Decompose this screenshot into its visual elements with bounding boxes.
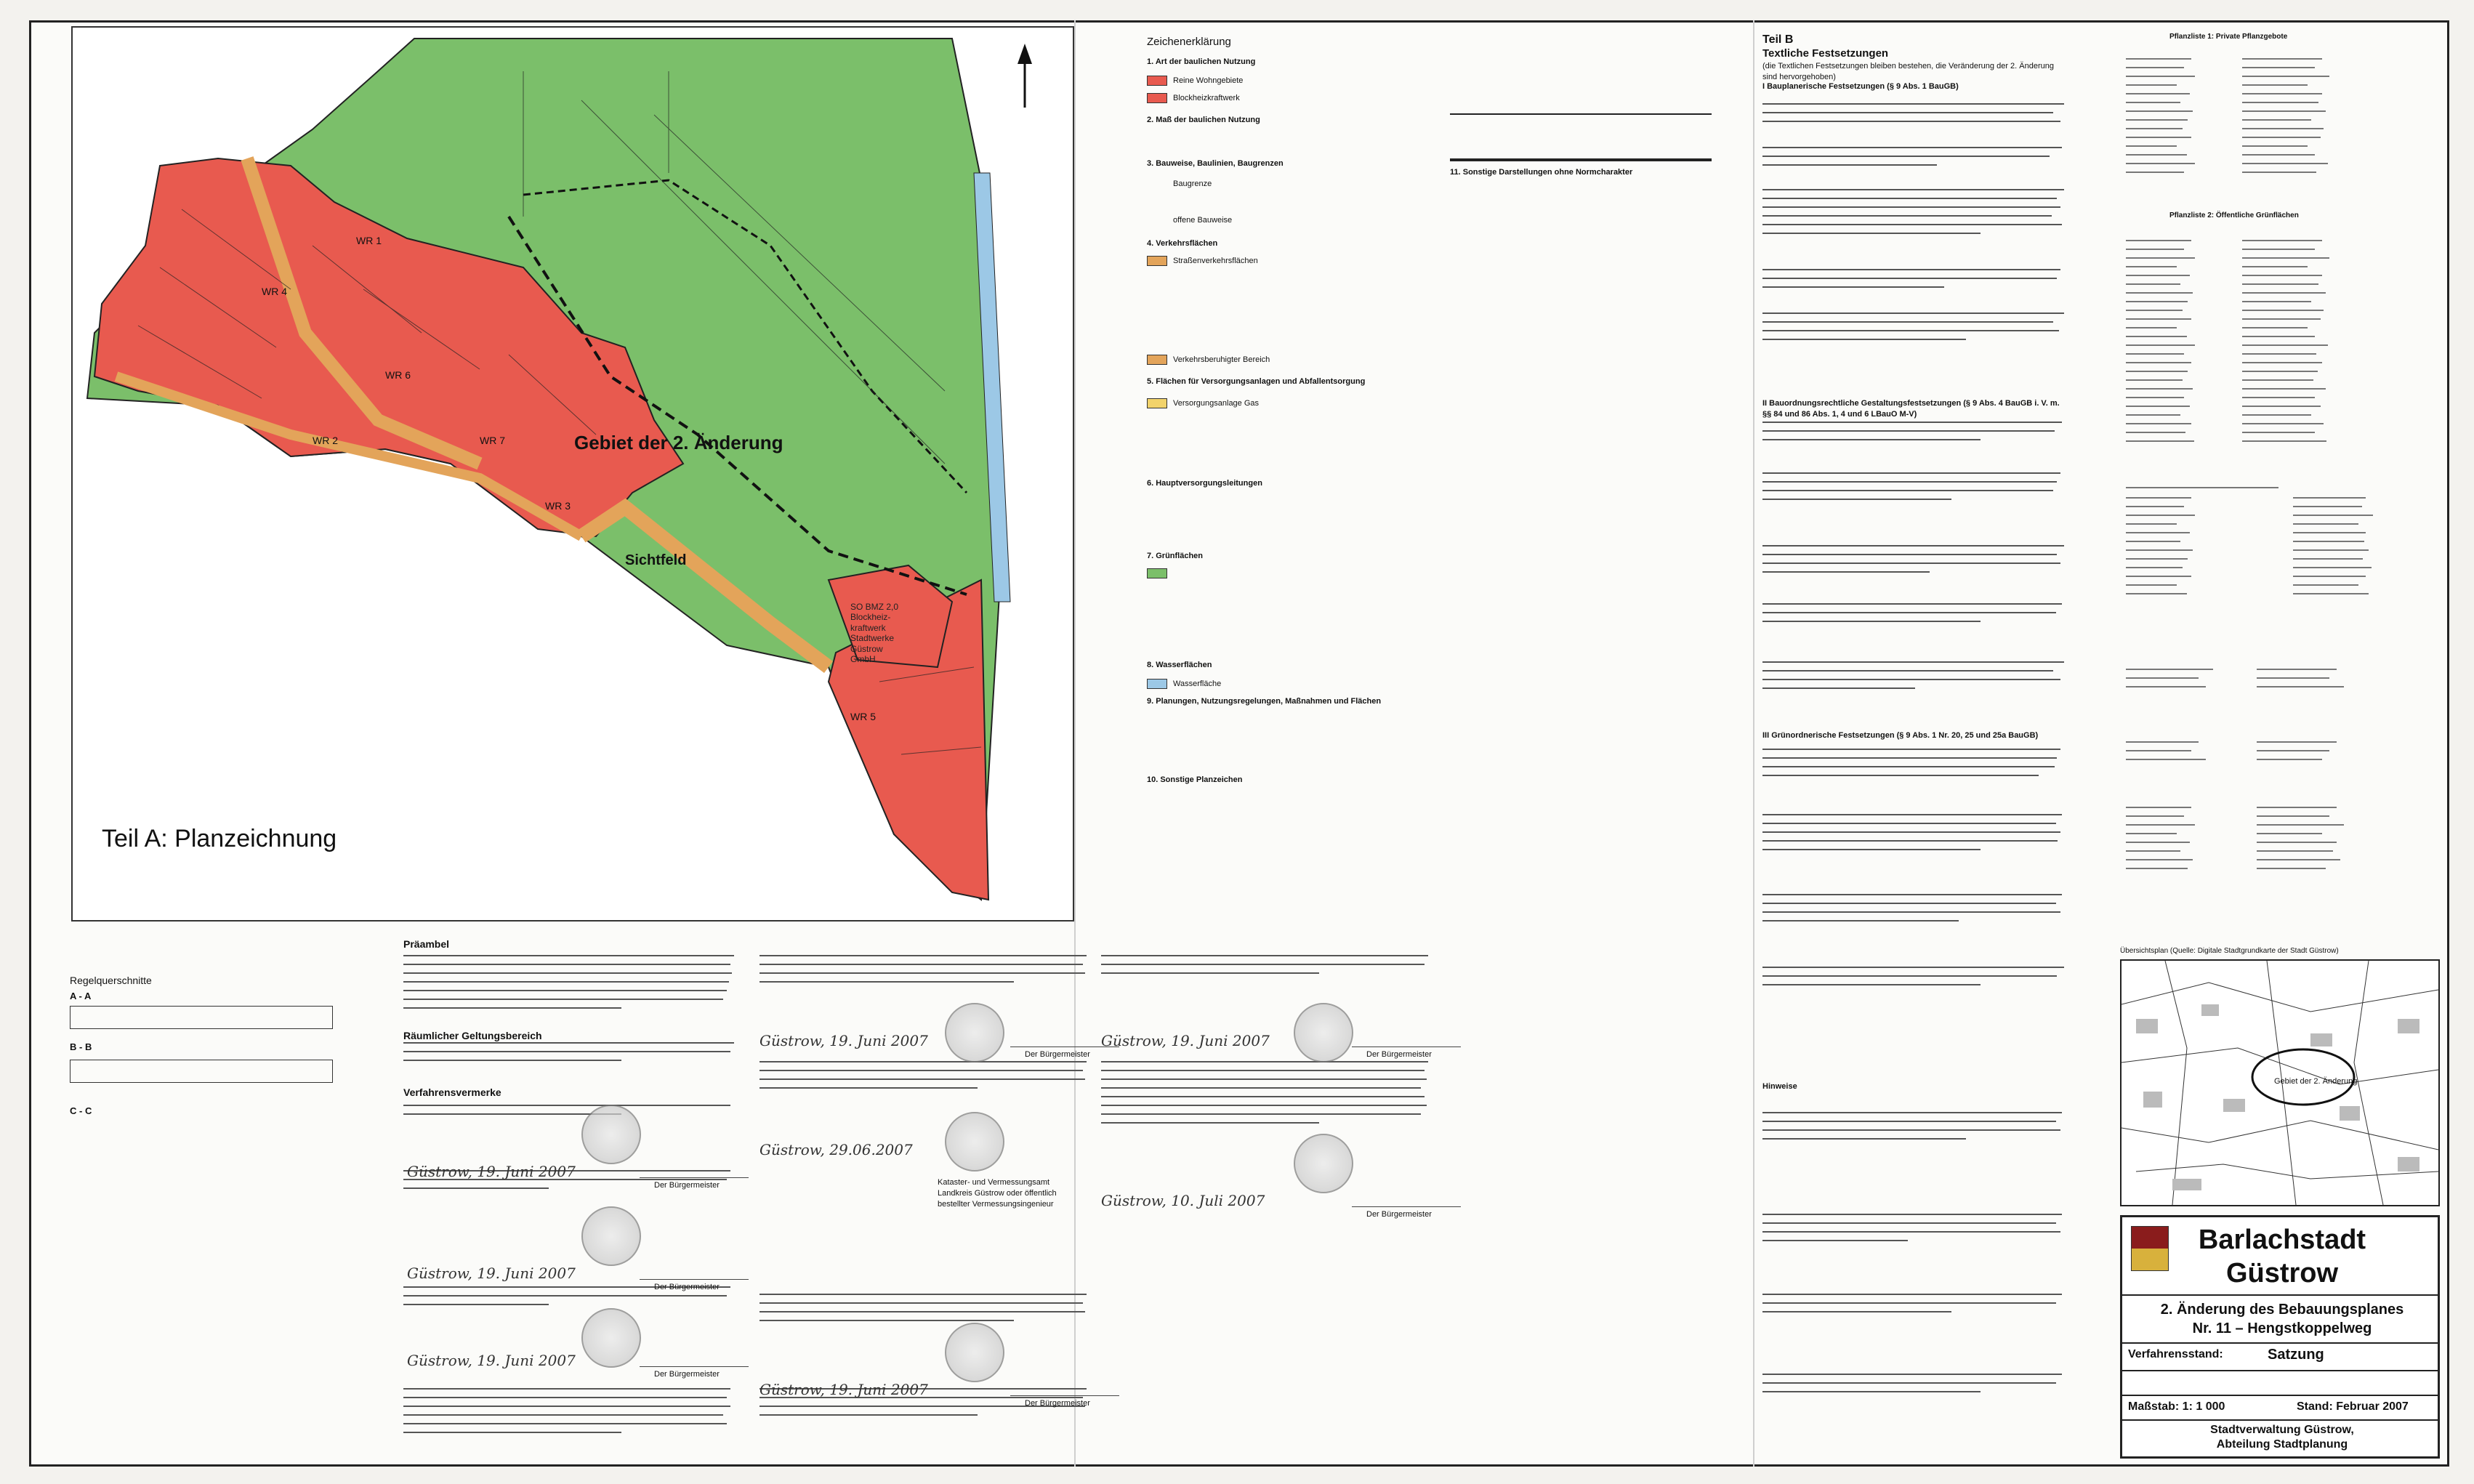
- official-seal-icon: [1294, 1003, 1353, 1062]
- official-seal-icon: [581, 1206, 641, 1266]
- legend-label: Wasserfläche: [1173, 680, 1222, 688]
- section-bb: B - B: [70, 1041, 92, 1052]
- section-aa: A - A: [70, 991, 92, 1001]
- legend-swatch: [1147, 76, 1167, 86]
- cross-sections-title: Regelquerschnitte: [70, 975, 152, 986]
- preamble-title: Präambel: [403, 938, 450, 950]
- map-frame: [71, 26, 1074, 922]
- plant-list-heading: Pflanzliste 2: Öffentliche Grünflächen: [2169, 211, 2299, 219]
- plant-list-heading: Pflanzliste 1: Private Pflanzgebote: [2169, 33, 2288, 41]
- official-seal-icon: [581, 1308, 641, 1368]
- legend-heading: 5. Flächen für Versorgungsanlagen und Abfallentsorgung: [1147, 377, 1366, 386]
- signature-date: Güstrow, 29.06.2007: [759, 1141, 913, 1158]
- status-value: Satzung: [2268, 1347, 2324, 1363]
- legend-heading: 1. Art der baulichen Nutzung: [1147, 57, 1256, 66]
- plant-list-body: [2126, 51, 2431, 952]
- signature-line: [1352, 1206, 1461, 1207]
- legend-heading: 3. Bauweise, Baulinien, Baugrenzen: [1147, 159, 1284, 168]
- signature-line: [640, 1279, 749, 1280]
- plant-list-lines-drawing: [2126, 51, 2431, 952]
- mayor-caption: Der Bürgermeister: [654, 1370, 720, 1379]
- mayor-caption: Der Bürgermeister: [654, 1181, 720, 1190]
- textual-rules-title: Textliche Festsetzungen: [1762, 47, 1889, 60]
- legend-label: Verkehrsberuhigter Bereich: [1173, 355, 1270, 364]
- legend-heading: 7. Grünflächen: [1147, 552, 1204, 560]
- section-bb-drawing: [70, 1060, 333, 1083]
- legend-label: Baugrenze: [1173, 180, 1212, 188]
- legend-title: Zeichenerklärung: [1147, 36, 1231, 48]
- official-seal-icon: [1294, 1134, 1353, 1193]
- legend-heading: 10. Sonstige Planzeichen: [1147, 775, 1243, 784]
- official-seal-icon: [945, 1003, 1004, 1062]
- legend-lines: [1450, 44, 1712, 161]
- signature-date: Güstrow, 19. Juni 2007: [407, 1163, 576, 1180]
- mayor-caption: Der Bürgermeister: [654, 1283, 720, 1291]
- signature-date: Güstrow, 19. Juni 2007: [759, 1032, 928, 1049]
- zone-label: WR 5: [850, 711, 876, 722]
- overview-marker-label: Gebiet der 2. Änderung: [2274, 1077, 2358, 1086]
- procedure-notes-title: Verfahrensvermerke: [403, 1086, 501, 1098]
- city-name-line2: Güstrow: [2225, 1258, 2339, 1289]
- legend-heading: 11. Sonstige Darstellungen ohne Normcharakter: [1450, 168, 1633, 177]
- rules-body-text: [1762, 94, 2071, 1439]
- city-name-line1: Barlachstadt: [2198, 1225, 2366, 1255]
- cadastre-caption: Kataster- und Vermessungsamt Landkreis Güstrow oder öffentlich bestellter Vermessungsingenieur: [938, 1178, 1057, 1209]
- zone-label: WR 6: [385, 369, 411, 381]
- date-label: Stand: Februar 2007: [2297, 1400, 2409, 1413]
- section-heading: II Bauordnungsrechtliche Gestaltungsfestsetzungen (§ 9 Abs. 4 BauGB i. V. m. §§ 84 und 86 Abs. 1, 4 und 6 LBauO M-V): [1762, 399, 2060, 419]
- title-block: [2120, 1215, 2440, 1459]
- signature-date: Güstrow, 10. Juli 2007: [1101, 1192, 1265, 1209]
- legend-swatch: [1147, 93, 1167, 103]
- section-aa-drawing: [70, 1006, 333, 1029]
- section-heading: I Bauplanerische Festsetzungen (§ 9 Abs. 1 BauGB): [1762, 82, 1959, 91]
- legend-swatch: [1147, 679, 1167, 689]
- zone-label: WR 3: [545, 500, 571, 512]
- signature-date: Güstrow, 19. Juni 2007: [407, 1352, 576, 1369]
- overview-map: [2120, 959, 2440, 1206]
- legend-heading: 9. Planungen, Nutzungsregelungen, Maßnahmen und Flächen: [1147, 697, 1382, 706]
- mayor-caption: Der Bürgermeister: [1025, 1050, 1090, 1059]
- zone-label: WR 1: [356, 235, 382, 246]
- legend-label: Reine Wohngebiete: [1173, 76, 1244, 85]
- section-heading: Hinweise: [1762, 1082, 1797, 1091]
- office-line2: Abteilung Stadtplanung: [2216, 1438, 2348, 1451]
- legend-swatch: [1147, 256, 1167, 266]
- zone-label: WR 2: [313, 435, 338, 446]
- legend-heading: 6. Hauptversorgungsleitungen: [1147, 479, 1262, 488]
- site-plan-drawing: [73, 28, 1073, 920]
- legend-label: offene Bauweise: [1173, 216, 1233, 225]
- text-lines-drawing: [1762, 94, 2071, 1439]
- zone-label: WR 7: [480, 435, 505, 446]
- legend-label: Versorgungsanlage Gas: [1173, 399, 1260, 408]
- north-arrow-icon: [1018, 44, 1032, 108]
- scale-label: Maßstab: 1: 1 000: [2128, 1400, 2225, 1413]
- section-heading: III Grünordnerische Festsetzungen (§ 9 Abs. 1 Nr. 20, 25 und 25a BauGB): [1762, 731, 2039, 740]
- official-seal-icon: [945, 1323, 1004, 1382]
- office-line1: Stadtverwaltung Güstrow,: [2210, 1424, 2354, 1436]
- signature-line: [640, 1366, 749, 1367]
- plan-title-line1: 2. Änderung des Bebauungsplanes: [2160, 1302, 2404, 1318]
- status-label: Verfahrensstand:: [2128, 1348, 2223, 1360]
- legend-heading: 4. Verkehrsflächen: [1147, 239, 1218, 248]
- official-seal-icon: [945, 1112, 1004, 1172]
- signature-date: Güstrow, 19. Juni 2007: [759, 1381, 928, 1398]
- part-a-title: Teil A: Planzeichnung: [102, 825, 337, 852]
- scope-title: Räumlicher Geltungsbereich: [403, 1030, 542, 1041]
- legend-heading: 2. Maß der baulichen Nutzung: [1147, 116, 1260, 124]
- legend-swatch: [1147, 398, 1167, 408]
- signature-line: [640, 1177, 749, 1178]
- so-label: SO BMZ 2,0 Blockheiz- kraftwerk Stadtwerke Güstrow GmbH: [850, 602, 899, 664]
- signature-line: [1010, 1395, 1119, 1396]
- part-b-title: Teil B: [1762, 33, 1794, 46]
- official-seal-icon: [581, 1105, 641, 1164]
- legend-heading: 8. Wasserflächen: [1147, 661, 1212, 669]
- legend-label: Blockheizkraftwerk: [1173, 94, 1240, 102]
- overview-caption: Übersichtsplan (Quelle: Digitale Stadtgrundkarte der Stadt Güstrow): [2120, 947, 2339, 955]
- mayor-caption: Der Bürgermeister: [1366, 1050, 1432, 1059]
- mayor-caption: Der Bürgermeister: [1366, 1210, 1432, 1219]
- spacer-row: [2122, 1371, 2438, 1393]
- mayor-caption: Der Bürgermeister: [1025, 1399, 1090, 1408]
- sichtfeld-label: Sichtfeld: [625, 552, 687, 568]
- fold-line: [1753, 20, 1754, 1467]
- legend-swatch: [1147, 568, 1167, 578]
- zone-label: WR 4: [262, 286, 287, 297]
- signature-date: Güstrow, 19. Juni 2007: [407, 1265, 576, 1282]
- textual-rules-intro: (die Textlichen Festsetzungen bleiben bestehen, die Veränderung der 2. Änderung sind hervorgehoben): [1762, 62, 2054, 81]
- legend-swatch: [1147, 355, 1167, 365]
- plan-title-line2: Nr. 11 – Hengstkoppelweg: [2192, 1320, 2372, 1336]
- section-cc: C - C: [70, 1105, 92, 1116]
- legend-label: Straßenverkehrsflächen: [1173, 257, 1258, 265]
- signature-date: Güstrow, 19. Juni 2007: [1101, 1032, 1270, 1049]
- area-label: Gebiet der 2. Änderung: [574, 432, 783, 453]
